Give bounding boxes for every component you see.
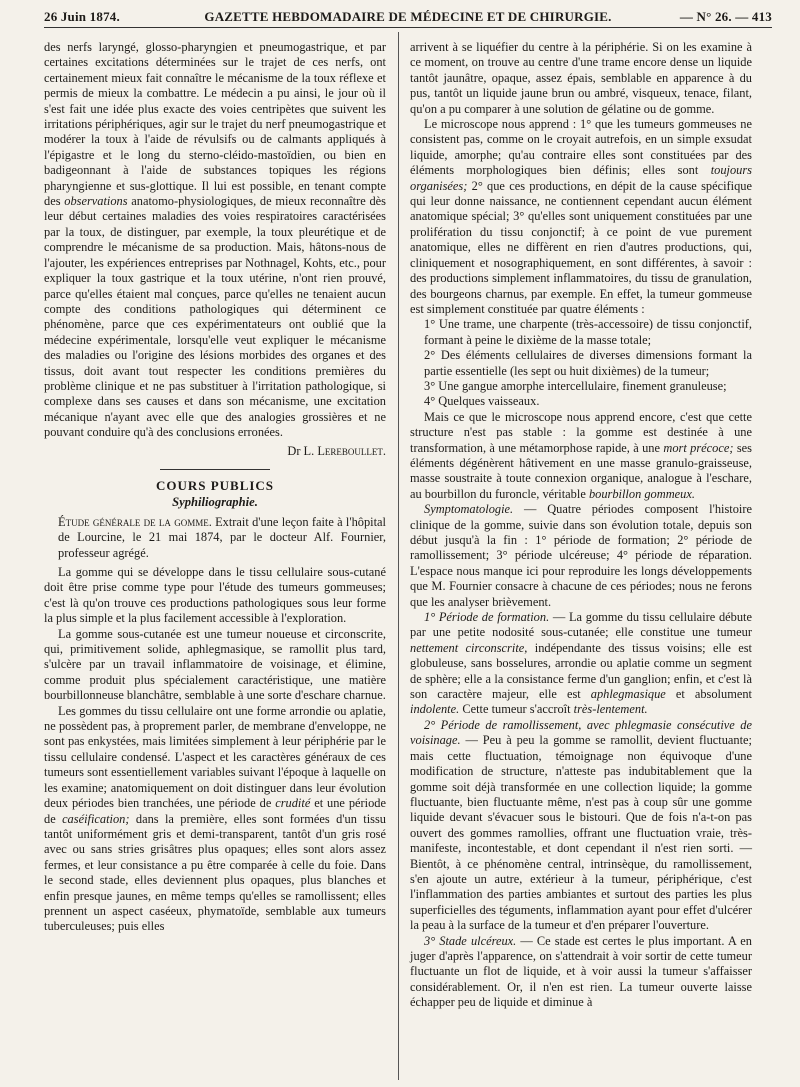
section-title: COURS PUBLICS [155, 477, 275, 493]
section-subtitle: Syphiliographie. [172, 495, 258, 510]
author-signature: Dr L. Lereboullet. [287, 443, 386, 458]
left-column [44, 40, 386, 935]
issue-number-page: — N° 26. — 413 [679, 9, 772, 24]
paragraph: Mais ce que le microscope nous apprend encore, c'est que cette structure n'est pas stable : la gomme est destinée à une transformation, à une métamorphose rapide, à une mort précoce; ses éléments dégénèrent hâtivement en une masse granulo-graisseuse, masse soustraite à toute connexion organique, analogue à l'eschare, au bourbillon du furoncle, véritable bourbillon gommeux. [410, 409, 753, 501]
page-header [44, 6, 772, 28]
paragraph: Symptomatologie. — Quatre périodes composent l'histoire clinique de la gomme, suivie dans son évolution totale, depuis son début jusqu'à la fin : 1° période de formation; 2° période de ramollissement; 3° période ulcéreuse; 4° période de réparation. L'espace nous manque ici pour reproduire les longs développements que M. Fournier consacre à chacune de ces périodes; nous ne ferons que les analyser brièvement. [410, 502, 752, 609]
paragraph: Le microscope nous apprend : 1° que les tumeurs gommeuses ne consistent pas, comme on le croyait autrefois, en un simple exsudat liquide, amorphe; qu'au contraire elles sont constituées par des éléments morphologiques bien définis; elles sont toujours organisées; 2° que ces productions, en dépit de la cause spécifique qui leur donne naissance, ne contiennent cependant aucun élément anatomique spécial; 3° qu'elles sont uniquement constituées par une prolifération du tissu conjonctif; à ce point de vue purement anatomique, elles ne diffèrent en rien d'autres productions, qui, cliniquement et nosographiquement, en sont différentes, à savoir : des productions simplement inflammatoires, du tissu de granulation, des bourgeons charnus, par exemple. En effet, la tumeur gommeuse est simplement constituée par quatre éléments : [410, 117, 752, 316]
paragraph: arrivent à se liquéfier du centre à la périphérie. Si on les examine à ce moment, on trouve au centre d'une trame encore dense un liquide tantôt jaunâtre, opaque, assez épais, semblable en apparence à du pus, tantôt un liquide jaune brun ou ambré, visqueux, tenace, filant, qu'on a pu comparer à une solution de gélatine ou de gomme. [410, 40, 752, 116]
paragraph: 3° Stade ulcéreux. — Ce stade est certes le plus important. A en juger d'après l'apparence, on s'attendrait à voir sortir de cette tumeur fluctuante un flot de liquide, et à voir aussi la tumeur s'affaisser considérablement. Or, il n'en est rien. La tumeur ouverte laisse échapper peu de liquide et diminue à [410, 933, 752, 1010]
list-item: 1° Une trame, une charpente (très-accessoire) de tissu conjonctif, formant à peine le dixième de la masse totale; [424, 317, 752, 347]
paragraph: 2° Période de ramollissement, avec phlegmasie consécutive de voisinage. — Peu à peu la gomme se ramollit, devient fluctuante; mais cette fluctuation, témoignage non équivoque d'une modification de structure, n'atteste pas indubitablement que la gomme soit déjà transformée en une collection liquide; la gomme fluctuante, bien fluctuante même, n'est pas à coup sûr une gomme liquide devant s'évacuer sous le bistouri. Que de fois n'a-t-on pas ouvert des gommes ramollies, offrant une fluctuation vraie, très-manifeste, incontestable, et dont cependant il n'est rien sorti. — Bientôt, à ce phénomène central, intrinsèque, du ramollissement, s'en ajoute un autre, extérieur à la tumeur, périphérique, c'est l'inflammation des parties ambiantes et surtout des parties les plus superficielles des téguments, inflammation ayant pour effet d'ulcérer la peau à la surface de la tumeur et d'en préparer l'ouverture. [410, 717, 752, 933]
column-divider [398, 32, 399, 1080]
issue-date: 26 Juin 1874. [44, 9, 120, 24]
section-separator [160, 469, 270, 470]
lecture-lead: Étude générale de la gomme. Extrait d'une leçon faite à l'hôpital de Lourcine, le 21 mai 1874, par le docteur Alf. Fournier, professeur agrégé. [58, 514, 386, 560]
list-item: 2° Des éléments cellulaires de diverses dimensions formant la partie essentielle (les sept ou huit dixièmes) de la tumeur; [424, 348, 752, 378]
paragraph: Les gommes du tissu cellulaire ont une forme arrondie ou aplatie, ne possèdent pas, à proprement parler, de membrane d'enveloppe, ne sont pas enkystées, mais limitées simplement à leur périphérie par le tissu cellulaire condensé. L'aspect et les caractères généraux de ces tumeurs sont essentiellement variables suivant l'époque à laquelle on les examine; anatomiquement on doit distinguer dans leur évolution deux périodes bien tranchées, une période de crudité et une période de caséification; dans la première, elles sont formées d'un tissu tantôt uniformément gris et demi-transparent, tantôt d'un gris rosé avec ou sans stries grisâtres plus opaques; elles sont alors assez fermes, et leur consistance a pu être comparée à celle du foie. Dans le second stade, elles deviennent plus opaques, plus blanches et enfin presque jaunes, en même temps qu'elles se ramollissent; elles prennent un aspect caséeux, phymatoïde, semblable aux tumeurs tuberculeuses; puis elles [44, 703, 386, 934]
paragraph: 1° Période de formation. — La gomme du tissu cellulaire débute par une petite nodosité sous-cutanée; elle constitue une tumeur nettement circonscrite, indépendante des tissus voisins; elle est globuleuse, sans bosselures, arrondie ou aplatie comme un segment de sphère; elle a la consistance ferme d'un ganglion; enfin, et c'est là son caractère majeur, elle est aphlegmasique et absolument indolente. Cette tumeur s'accroît très-lentement. [410, 610, 752, 717]
journal-title: GAZETTE HEBDOMADAIRE DE MÉDECINE ET DE CHIRURGIE. [204, 9, 612, 24]
right-column [410, 40, 752, 1011]
paragraph: La gomme sous-cutanée est une tumeur noueuse et circonscrite, qui, primitivement solide, aphlegmasique, se ramollit plus tard, s'ulcère par un travail inflammatoire de voisinage, et élimine, comme produit plus spécialement caractéristique, une matière bourbillonneuse blanchâtre, semblable à une sorte d'eschare charnue. [44, 626, 386, 703]
list-item: 3° Une gangue amorphe intercellulaire, finement granuleuse; [424, 378, 727, 393]
header-rule [44, 27, 772, 28]
paragraph: des nerfs laryngé, glosso-pharyngien et pneumogastrique, et par certaines excitations déterminées sur le trajet de ces nerfs, ont certainement mieux fait connaître le mécanisme de la toux réflexe et permis de mieux la combattre. Le médecin a pu ainsi, le jour où il s'est fait une idée plus exacte des voies centripètes que suivent les irritations périphériques, agir sur le trajet du nerf pneumogastrique et modérer la toux à l'aide de révulsifs ou de calmants appliqués à l'épigastre et le long du sterno-cléido-mastoïdien, ou bien en badigeonnant à l'aide de substances topiques les régions pharyngienne et sus-glottique. Il lui est possible, en tenant compte des observations anatomo-physiologiques, de mieux reconnaître dès leur début certaines maladies des voies respiratoires caractérisées par la toux, de distinguer, par exemple, la toux pleurétique et de comprendre le mécanisme de sa production. Mais, hâtons-nous de l'ajouter, les expériences entreprises par Nothnagel, Kohts, etc., pour expliquer la toux gastrique et la toux utérine, n'ont rien prouvé, parce qu'elles étaient mal conçues, parce qu'elles ne tenaient aucun compte des conditions pathologiques qui déterminent ce phénomène, parce que ces expérimentateurs ont oublié que la médecine expérimentale, lorsqu'elle veut expliquer le mécanisme des maladies ou l'origine des lésions morbides des organes et des tissus, doit avant tout respecter les conditions premières du problème clinique et ne pas substituer à l'irritation pathologique, si complexe dans ses causes et dans son mécanisme, une excitation mécanique n'ayant avec elle que des analogies grossières et ne pouvant conduire qu'à des conclusions erronées. [44, 40, 387, 440]
list-item: 4° Quelques vaisseaux. [424, 394, 540, 409]
paragraph: La gomme qui se développe dans le tissu cellulaire sous-cutané doit être prise comme type pour l'étude des tumeurs gommeuses; c'est là qu'on trouve ces productions pathologiques sous leur forme la plus simple et la plus facilement accessible à l'exploration. [44, 565, 386, 626]
